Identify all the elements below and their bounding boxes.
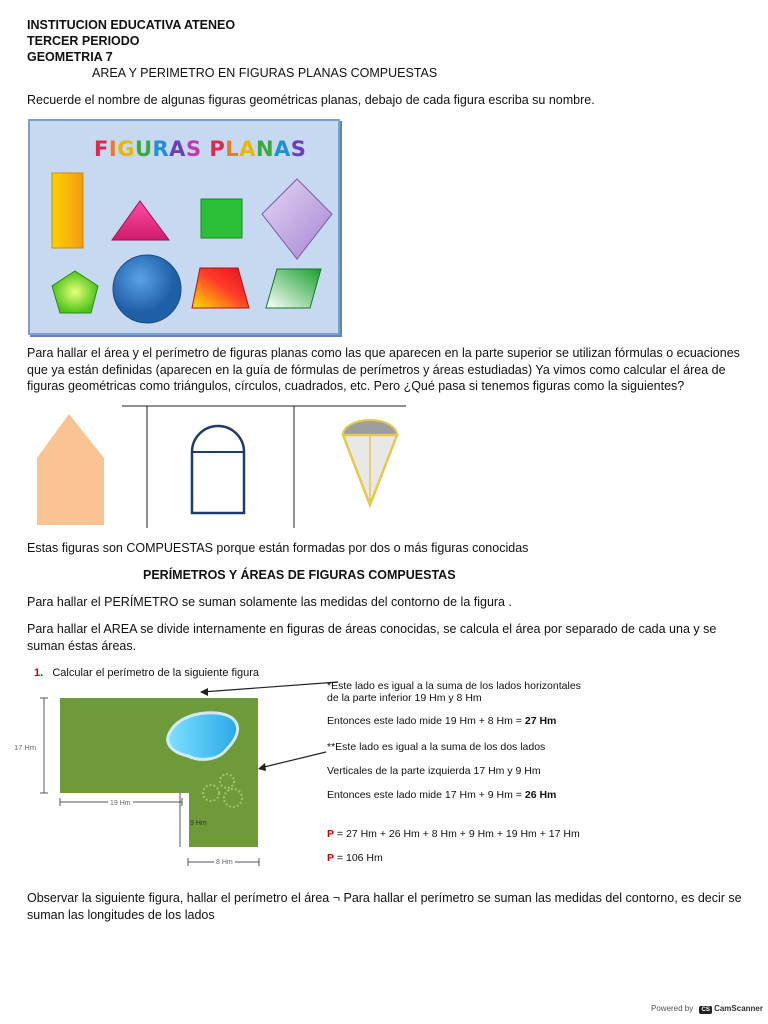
dim-inner-label: 9 Hm: [190, 820, 207, 827]
note2-result-value: 26 Hm: [524, 789, 557, 801]
figuras-planas-letter: A: [274, 137, 291, 161]
perimeter-formula: [327, 828, 580, 840]
trapezoid-shape: [192, 268, 249, 308]
camscanner-logo-icon: CS: [701, 1007, 710, 1013]
figuras-planas-letter: L: [225, 137, 240, 161]
arch-window-figure: [192, 426, 244, 513]
note2-line2: Verticales de la parte izquierda 17 Hm y 9 Hm: [327, 765, 541, 777]
figuras-planas-letter: S: [290, 137, 307, 161]
camscanner-footer: [651, 1004, 763, 1014]
figuras-planas-letter: N: [255, 137, 275, 161]
figuras-planas-letter: G: [117, 137, 135, 161]
perimeter-result: [327, 852, 383, 864]
camscanner-brand: CamScanner: [714, 1004, 763, 1013]
dim-left-label: 17 Hm: [14, 743, 37, 752]
note1-line2: de la parte inferior 19 Hm y 8 Hm: [327, 692, 482, 704]
compuestas-text: Estas figuras son COMPUESTAS porque están formadas por dos o más figuras conocidas: [27, 541, 529, 555]
closing-paragraph: Observar la siguiente figura, hallar el perímetro el área ¬ Para hallar el perímetro se suman las medidas del contorno, es decir se suman las longitudes de los lados: [27, 891, 742, 922]
perimeter-result-text: = 106 Hm: [334, 852, 383, 864]
perimeter-p-label: P: [327, 828, 335, 840]
note1-result: [327, 715, 556, 727]
circle-shape: [113, 255, 181, 323]
l-shape-diagram: [20, 680, 340, 880]
note1-result-text: Entonces este lado mide 19 Hm + 8 Hm =: [327, 715, 525, 727]
period-label: TERCER PERIODO: [27, 34, 140, 48]
topic-title: AREA Y PERIMETRO EN FIGURAS PLANAS COMPUESTAS: [92, 66, 438, 80]
rectangle-shape: [52, 173, 83, 248]
pentagon-house-figure: [37, 414, 104, 525]
note1-result-value: 27 Hm: [524, 715, 557, 727]
dim-bottom-left-label: 19 Hm: [108, 798, 133, 810]
ice-cream-cone-figure: [343, 420, 397, 505]
figuras-planas-letter: A: [239, 137, 256, 161]
subject-label: GEOMETRIA 7: [27, 50, 113, 64]
figuras-planas-image: [28, 119, 340, 335]
note2-line1: **Este lado es igual a la suma de los dos lados: [327, 741, 546, 753]
perimeter-result-p-label: P: [327, 852, 335, 864]
square-shape: [201, 199, 242, 238]
intro-text: Recuerde el nombre de algunas figuras geométricas planas, debajo de cada figura escriba su nombre.: [27, 93, 595, 107]
perimeter-formula-text: = 27 Hm + 26 Hm + 8 Hm + 9 Hm + 19 Hm + 17 Hm: [334, 828, 580, 840]
figuras-planas-letter: I: [108, 137, 118, 161]
note2-result: [327, 789, 556, 801]
note1-line1: *Este lado es igual a la suma de los lados horizontales: [327, 680, 581, 692]
example-number: 1.: [34, 667, 44, 679]
triangle-shape: [112, 201, 169, 240]
note2-result-text: Entonces este lado mide 17 Hm + 9 Hm =: [327, 789, 525, 801]
figuras-planas-letter: F: [94, 137, 109, 161]
parallelogram-shape: [266, 269, 321, 308]
figuras-planas-letter: U: [134, 137, 153, 161]
plane-shapes: [30, 121, 338, 333]
rhombus-shape: [262, 179, 332, 259]
dim-bottom-right-label: 8 Hm: [214, 857, 235, 869]
composite-figures: [22, 400, 322, 530]
school-name: INSTITUCION EDUCATIVA ATENEO: [27, 18, 236, 32]
figuras-planas-letter: P: [209, 137, 226, 161]
powered-by-text: Powered by: [651, 1004, 694, 1013]
example-title: Calcular el perímetro de la siguiente figura: [52, 667, 260, 679]
pentagon-shape: [52, 271, 98, 313]
area-rule: Para hallar el AREA se divide internamente en figuras de áreas conocidas, se calcula el área por separado de cada una y se suman éstas áreas.: [27, 622, 717, 653]
figuras-planas-letter: A: [169, 137, 186, 161]
perimetro-rule: Para hallar el PERÍMETRO se suman solamente las medidas del contorno de la figura .: [27, 595, 512, 609]
figuras-planas-letter: S: [185, 137, 202, 161]
formulas-paragraph: Para hallar el área y el perímetro de figuras planas como las que aparecen en la parte superior se utilizan fórmulas o ecuaciones que ya están definidas (aparecen en la guía de fórmulas de perímetros y áreas estudiadas) Ya vimos como calcular el área de figuras geométricas como triángulos, círculos, cuadrados, etc. Pero ¿Qué pasa si tenemos figuras como la siguientes?: [27, 346, 740, 393]
figuras-planas-letter: R: [152, 137, 170, 161]
section-title: PERÍMETROS Y ÁREAS DE FIGURAS COMPUESTAS: [143, 568, 456, 582]
